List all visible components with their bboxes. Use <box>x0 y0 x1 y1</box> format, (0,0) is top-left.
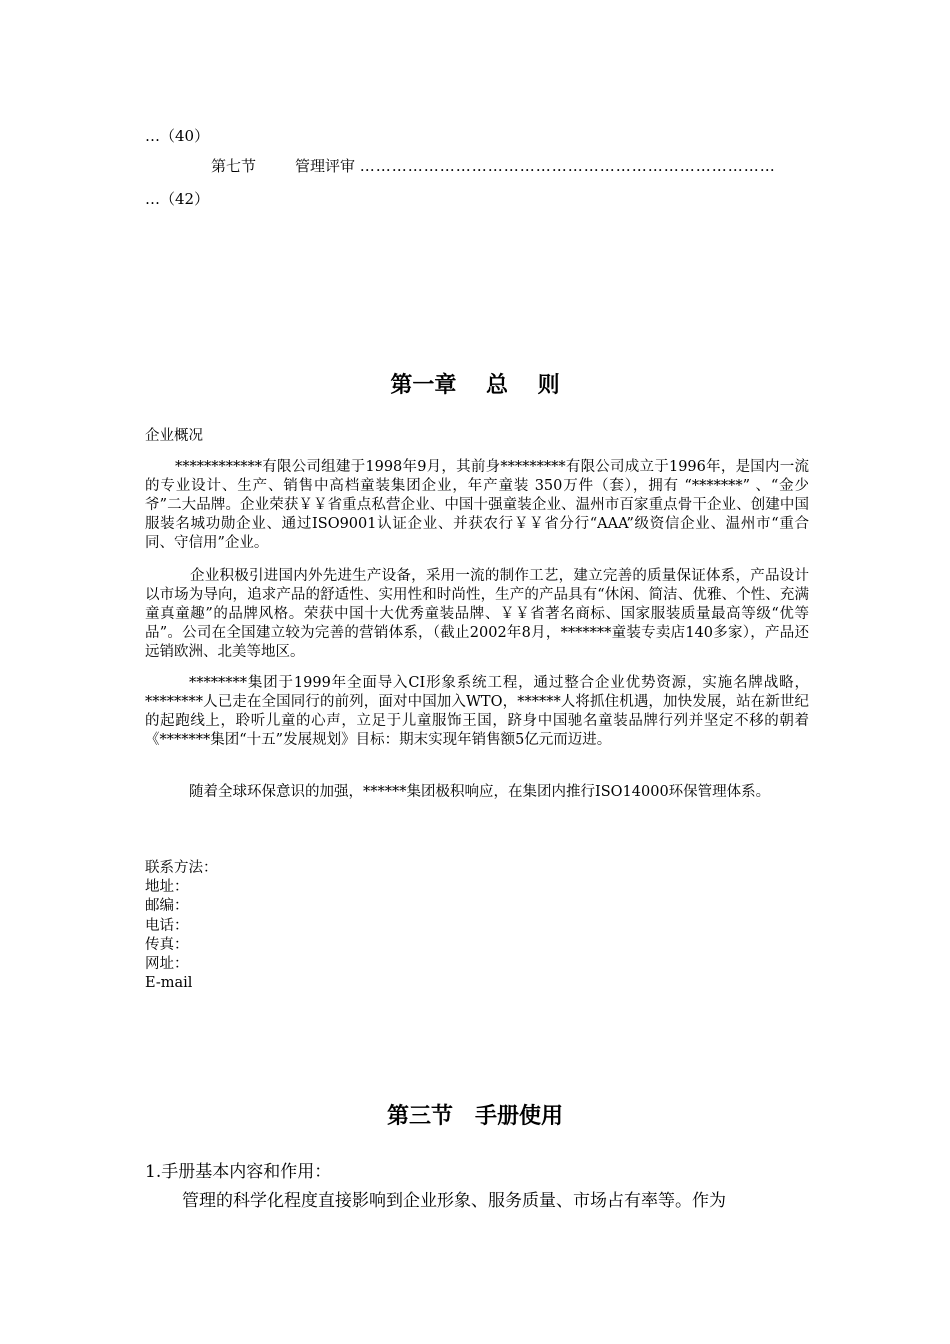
section-title: 第三节 手册使用 <box>386 1103 563 1129</box>
paragraph: ********集团于1999年全面导入CI形象系统工程，通过整合企业优势资源，实施名牌战略，********人已走在全国同行的前列，面对中国加入WTO，******人将抓住机遇，加快发展，站在新世纪的起跑线上，聆听儿童的心声，立足于儿童服饰王国，跻身中国驰名童装品牌行列并坚定不移的朝着《*******集团“十五”发展规划》目标：期末实现年销售额5亿元而迈进。 <box>145 675 809 748</box>
chapter-title: 第一章 总 则 <box>390 372 560 398</box>
list-item-heading: 1.手册基本内容和作用： <box>145 1162 332 1182</box>
contact-phone: 电话： <box>145 917 189 934</box>
contact-address: 地址： <box>145 879 189 896</box>
paragraph: ************有限公司组建于1998年9月，其前身*********有限公司成立于1996年，是国内一流的专业设计、生产、销售中高档童装集团企业，年产童装 350万件（套），拥有 “*******” 、“金少爷”二大品牌。企业荣获￥￥省重点私营企业、中国十强童装企业、温州市百家重点骨干企业、创建中国服装名城功勋企业、通过ISO9001认证企业、并获农行￥￥省分行“AAA”级资信企业、温州市“重合同、守信用”企业。 <box>145 459 809 551</box>
paragraph: 随着全球环保意识的加强，******集团极积响应，在集团内推行ISO14000环保管理体系。 <box>189 784 771 800</box>
contact-fax: 传真： <box>145 936 189 953</box>
section-label: 企业概况 <box>145 428 203 444</box>
contact-postcode: 邮编： <box>145 898 189 915</box>
toc-section-label: 第七节 <box>211 157 257 175</box>
toc-section-title: 管理评审 <box>295 157 356 175</box>
toc-page-number: …（42） <box>145 190 210 208</box>
toc-entry-section7[interactable] <box>211 156 811 176</box>
paragraph: 管理的科学化程度直接影响到企业形象、服务质量、市场占有率等。作为 <box>182 1191 726 1211</box>
contact-website: 网址： <box>145 955 189 972</box>
toc-page-number: …（40） <box>145 127 210 145</box>
contact-block <box>145 859 218 993</box>
contact-email: E-mail <box>145 975 193 992</box>
paragraph: 企业积极引进国内外先进生产设备，采用一流的制作工艺，建立完善的质量保证体系，产品设计以市场为导向，追求产品的舒适性、实用性和时尚性，生产的产品具有“休闲、简洁、优雅、个性、充满童真童趣”的品牌风格。荣获中国十大优秀童装品牌、￥￥省著名商标、国家服装质量最高等级“优等品”。公司在全国建立较为完善的营销体系，（截止2002年8月，*******童装专卖店140多家），产品还远销欧洲、北美等地区。 <box>145 568 809 660</box>
contact-heading: 联系方法： <box>145 860 218 876</box>
toc-leader-dots: …………………………………………………………………… <box>359 157 776 175</box>
